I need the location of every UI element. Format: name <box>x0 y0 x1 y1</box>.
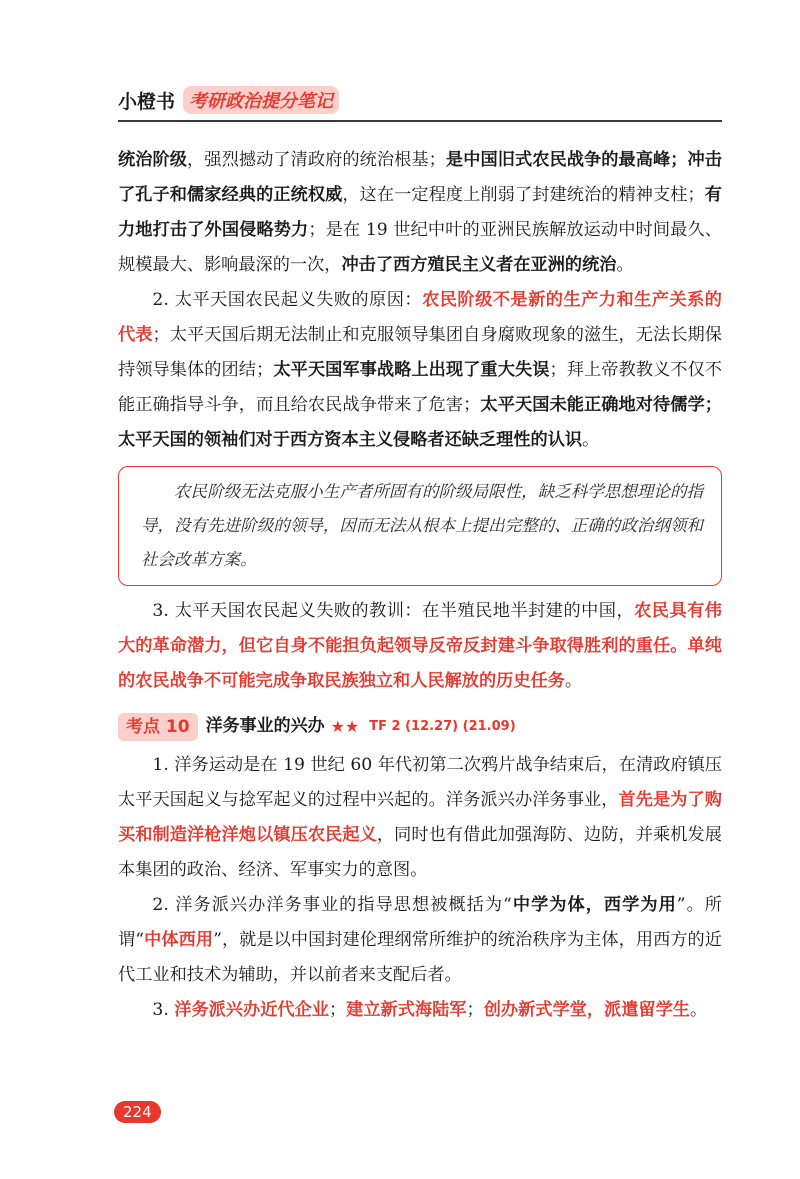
text-normal: ，同时也有借此加强海防、边防，并乘机发展本集团的政治、经济、军事实力的意图。 <box>118 825 722 880</box>
text-highlight: 农民阶级不是新的生产力和生产关系的代表 <box>118 290 722 345</box>
text-normal: ”，就是以中国封建伦理纲常所维护的统治秩序为主体，用西方的近代工业和技术为辅助，并以前者来支配后者。 <box>118 930 722 985</box>
text-bold: 冲击了西方殖民主义者在亚洲的统治 <box>341 255 617 275</box>
paragraph-main-activities <box>118 993 722 1028</box>
text-normal: 2. 洋务派兴办洋务事业的指导思想被概括为“ <box>152 895 512 915</box>
text-normal: 3. <box>152 1000 175 1020</box>
text-highlight: 建立新式海陆军 <box>346 1000 467 1020</box>
text-normal: 。 <box>582 430 600 450</box>
section-title: 洋务事业的兴办 <box>205 716 325 736</box>
text-normal: ，强烈撼动了清政府的统治根基； <box>187 150 446 170</box>
text-highlight: 洋务派兴办近代企业 <box>174 1000 329 1020</box>
brand-title: 小橙书 <box>118 90 176 113</box>
note-box <box>118 466 722 586</box>
star-rating-icon: ★★ <box>330 717 360 736</box>
page-header <box>118 86 339 114</box>
text-normal: 。 <box>689 1000 708 1020</box>
paragraph-lessons <box>118 594 722 699</box>
book-subtitle: 考研政治提分笔记 <box>183 86 339 114</box>
text-bold: 中学为体，西学为用 <box>511 895 677 915</box>
text-normal: 。 <box>564 671 583 691</box>
text-normal: ”。所谓“ <box>118 895 722 950</box>
text-bold: 太平天国军事战略上出现了重大失误 <box>273 360 550 380</box>
exam-frequency: TF 2 (12.27) (21.09) <box>369 719 516 734</box>
header-divider <box>118 120 722 122</box>
text-bold: 太平天国未能正确地对待儒学；太平天国的领袖们对于西方资本主义侵略者还缺乏理性的认识 <box>118 395 722 450</box>
page-content <box>118 143 722 1028</box>
section-tag: 考点 10 <box>118 713 198 741</box>
paragraph-westernization-origin <box>118 748 722 888</box>
text-bold: 是中国旧式农民战争的最高峰；冲击了孔子和儒家经典的正统权威 <box>118 150 722 205</box>
text-highlight: 中体西用 <box>144 930 214 950</box>
text-highlight: 创办新式学堂，派遣留学生 <box>483 1000 690 1020</box>
text-normal: ；太平天国后期无法制止和克服领导集团自身腐败现象的滋生，无法长期保持领导集体的团结； <box>118 325 722 380</box>
text-normal: 。 <box>616 255 634 275</box>
text-normal: ；是在 19 世纪中叶的亚洲民族解放运动中时间最久、规模最大、影响最深的一次， <box>118 220 722 275</box>
paragraph-significance <box>118 143 722 283</box>
text-normal: ； <box>328 1000 347 1020</box>
note-text: 农民阶级无法克服小生产者所固有的阶级局限性，缺乏科学思想理论的指导，没有先进阶级的领导，因而无法从根本上提出完整的、正确的政治纲领和社会改革方案。 <box>141 482 703 569</box>
text-normal: ；拜上帝教教义不仅不能正确指导斗争，而且给农民战争带来了危害； <box>118 360 722 415</box>
text-bold: 有力地打击了外国侵略势力 <box>118 185 722 240</box>
text-normal: ，这在一定程度上削弱了封建统治的精神支柱； <box>342 185 705 205</box>
text-highlight: 首先是为了购买和制造洋枪洋炮以镇压农民起义 <box>118 790 722 845</box>
text-normal: 2. 太平天国农民起义失败的原因： <box>152 290 423 310</box>
page-number: 224 <box>114 1101 161 1123</box>
text-normal: ； <box>466 1000 484 1020</box>
text-highlight: 农民具有伟大的革命潜力，但它自身不能担负起领导反帝反封建斗争取得胜利的重任。单纯的农民战争不可能完成争取民族独立和人民解放的历史任务 <box>118 601 722 691</box>
text-bold: 统治阶级 <box>118 150 188 170</box>
paragraph-guiding-thought <box>118 888 722 993</box>
text-normal: 3. 太平天国农民起义失败的教训：在半殖民地半封建的中国， <box>152 601 635 621</box>
section-heading <box>118 709 722 744</box>
paragraph-failure-reasons <box>118 283 722 458</box>
text-normal: 1. 洋务运动是在 19 世纪 60 年代初第二次鸦片战争结束后，在清政府镇压太平天国起义与捻军起义的过程中兴起的。洋务派兴办洋务事业， <box>118 755 722 810</box>
